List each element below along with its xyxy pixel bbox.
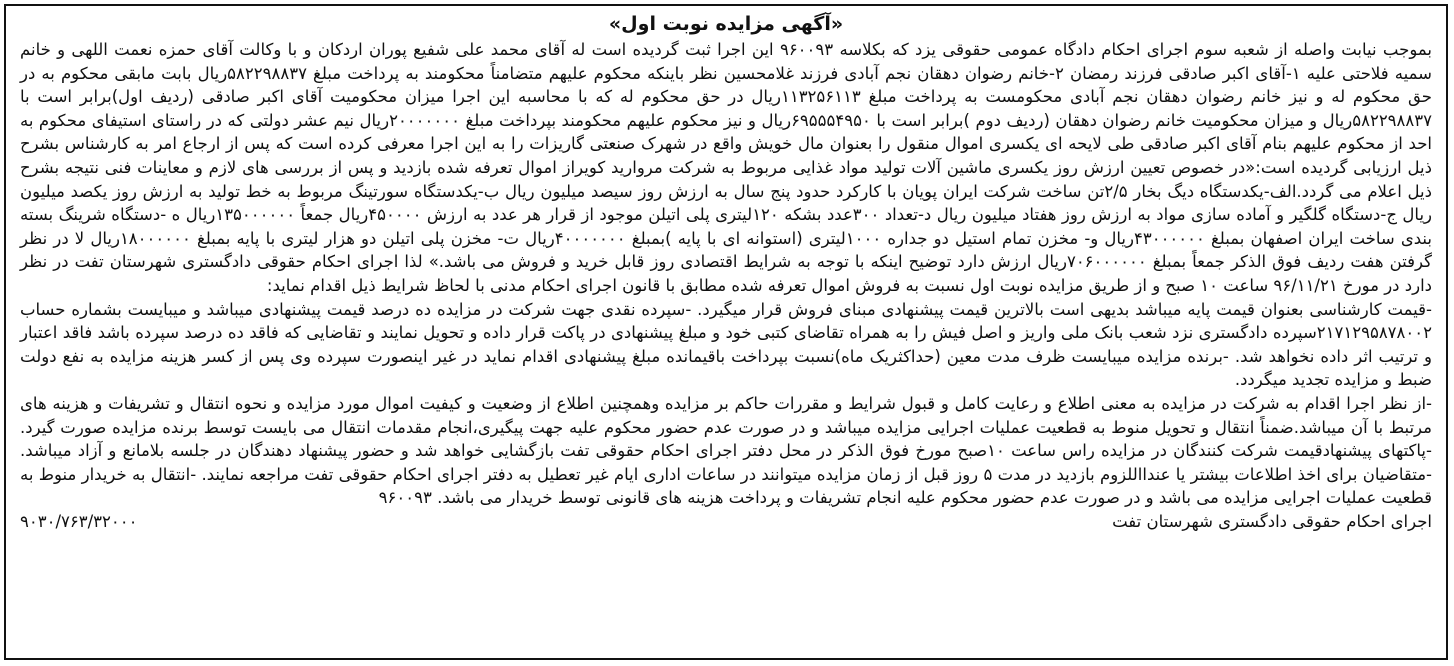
- closing-signature: اجرای احکام حقوقی دادگستری شهرستان تفت: [1112, 511, 1432, 531]
- notice-paragraph-main: بموجب نیابت واصله از شعبه سوم اجرای احکام دادگاه عمومی حقوقی یزد که بکلاسه ۹۶۰۰۹۳ این اجرا ثبت گردیده است له آقای محمد علی شفیع پوران اردکان و با وکالت آقای حمزه نعمت اللهی و خانم سمیه فلاحتی علیه ۱-آقای اکبر صادقی فرزند رمضان ۲-خانم رضوان دهقان نجم آبادی فرزند غلامحسین نظر باینکه محکوم علیهم متضامناً محکومند به پرداخت مبلغ ۵۸۲۲۹۸۸۳۷ریال بابت مابقی محکوم به در حق محکوم له و نیز خانم رضوان دهقان نجم آبادی محکومست به پرداخت مبلغ ۱۱۳۲۵۶۱۱۳ریال در حق محکوم له که با محاسبه این اجرا میزان محکومیت آقای اکبر صادقی (ردیف اول)برابر است با ۵۸۲۲۹۸۸۳۷ریال و میزان محکومیت خانم رضوان دهقان (ردیف دوم )برابر است با ۶۹۵۵۵۴۹۵۰ریال و نیز محکوم علیهم محکومند بپرداخت مبلغ ۲۰۰۰۰۰۰۰ریال نیم عشر دولتی که در راستای استیفای محکوم به احد از محکوم علیهم بنام آقای اکبر صادقی طی لایحه ای یکسری اموال منقول را بعنوان مال خویش واقع در شهرک صنعتی گاریزات را به این اجرا معرفی کرده است که پس از ارجاع امر به کارشناس بشرح ذیل ارزیابی گردیده است:«در خصوص تعیین ارزش روز یکسری ماشین آلات تولید مواد غذایی مربوط به شرکت مروارید کویراز اموال تعرفه شده بازدید و پس از بررسی های لازم و معاینات فنی نتیجه بشرح ذیل اعلام می گردد.الف-یکدستگاه دیگ بخار ۲/۵تن ساخت شرکت ایران پویان با کارکرد حدود پنج سال به ارزش روز سیصد میلیون ریال ب-یکدستگاه سورتینگ مربوط به خط تولید به ارزش روز یکصد میلیون ریال ج-دستگاه گلگیر و آماده سازی مواد به ارزش روز هفتاد میلیون ریال د-تعداد ۳۰۰عدد بشکه ۱۲۰لیتری پلی اتیلن موجود از قرار هر عدد به ارزش ۴۵۰۰۰۰ریال جمعاً ۱۳۵۰۰۰۰۰۰ریال ه -دستگاه شرینگ بسته بندی ساخت ایران اصفهان بمبلغ ۴۳۰۰۰۰۰۰ریال و- مخزن تمام استیل دو جداره ۱۰۰۰لیتری (استوانه ای با پایه )بمبلغ ۴۰۰۰۰۰۰۰ریال ت- مخزن پلی اتیلن دو هزار لیتری با پایه بمبلغ ۱۸۰۰۰۰۰۰ریال لا در نظر گرفتن هفت ردیف فوق الذکر جمعاً بمبلغ ۷۰۶۰۰۰۰۰۰ریال ارزش دارد توضیح اینکه با توجه به شرایط اقتصادی روز قابل خرید و فروش می باشد.» لذا اجرای احکام حقوقی دادگستری شهرستان تفت در نظر دارد در مورخ ۹۶/۱۱/۲۱ ساعت ۱۰ صبح و از طریق مزایده نوبت اول نسبت به فروش اموال تعرفه شده مطابق با قانون اجرای احکام مدنی با لحاظ شرایط ذیل اقدام نماید:: [20, 40, 1433, 295]
- notice-closing: [20, 510, 1432, 534]
- notice-title: «آگهی مزایده نوبت اول»: [608, 13, 844, 35]
- notice-paragraph-terms: -از نظر اجرا اقدام به شرکت در مزایده به معنی اطلاع و رعایت کامل و قبول شرایط و مقررات حاکم بر مزایده وهمچنین اطلاع از وضعیت و کیفیت اموال مورد مزایده و نحوه انتقال و تشریفات و هزینه های مرتبط با آن میباشد.ضمناً انتقال و تحویل منوط به قطعیت عملیات اجرایی مزایده میباشد و در صورت عدم حضور محکوم علیه جهت پیگیری،انجام مقدمات انتقال می بایست توسط برنده مزایده صورت گیرد. -پاکتهای پیشنهادقیمت شرکت کنندگان در مزایده راس ساعت ۱۰صبح مورخ فوق الذکر در محل دفتر اجرای احکام حقوقی تفت بازگشایی خواهد شد و حضور پیشنهاد دهندگان در جلسه بلامانع و آزاد میباشد. -متقاضیان برای اخذ اطلاعات بیشتر یا عندااللزوم بازدید در مدت ۵ روز قبل از زمان مزایده میتوانند در ساعات اداری ایام غیر تعطیل به دفتر اجرای احکام حقوقی تفت مراجعه نمایند. -انتقال به خریدار منوط به قطعیت عملیات اجرایی مزایده می باشد و در صورت عدم حضور محکوم علیه انجام تشریفات و پرداخت هزینه های قانونی توسط خریدار می باشد. ۹۶۰۰۹۳: [20, 393, 1433, 508]
- notice-paragraph-conditions: -قیمت کارشناسی بعنوان قیمت پایه میباشد بدیهی است بالاترین قیمت پیشنهادی مبنای فروش قرار میگیرد. -سپرده نقدی جهت شرکت در مزایده ده درصد قیمت پیشنهادی میباشد و میبایست بشماره حساب ۲۱۷۱۲۹۵۸۷۸۰۰۲سپرده دادگستری نزد شعب بانک ملی واریز و اصل فیش را به همراه تقاضای کتبی خود و مبلغ پیشنهادی در پاکت قرار داده و تحویل نمایند و تقاضایی که فاقد ده درصد سپرده باشد فاقد اعتبار و ترتیب اثر داده نخواهد شد. -برنده مزایده میبایست ظرف مدت معین (حداکثریک ماه)نسبت بپرداخت باقیمانده مبلغ پیشنهادی اقدام نماید در غیر اینصورت سپرده وی پس از کسر هزینه مزایده به نفع دولت ضبط و مزایده تجدید میگردد.: [20, 299, 1432, 390]
- notice-frame: [4, 4, 1448, 660]
- closing-code: ۹۰۳۰/۷۶۳/۳۲۰۰۰: [20, 511, 138, 531]
